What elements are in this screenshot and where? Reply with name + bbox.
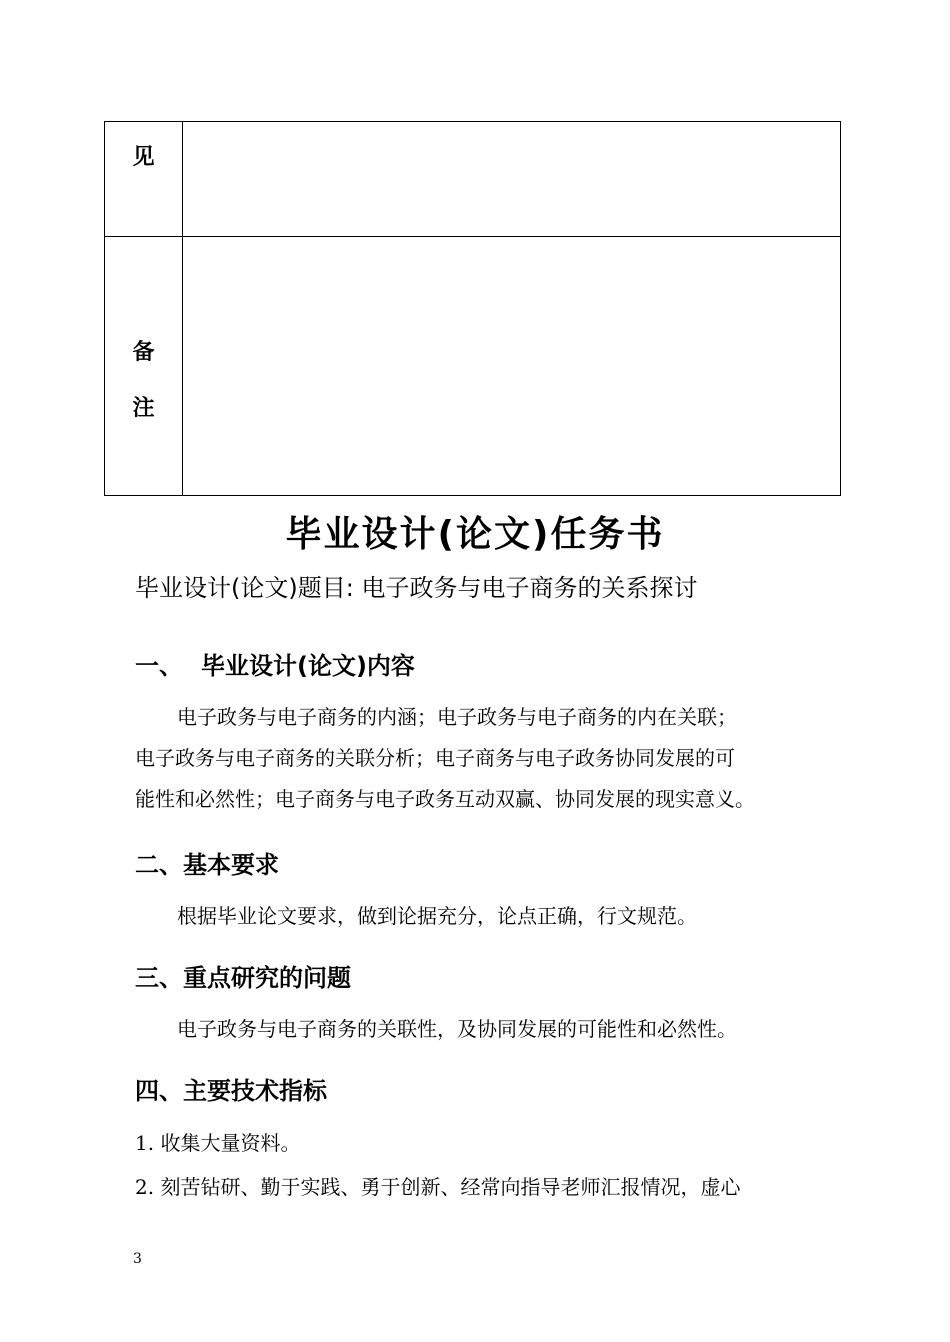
section-body-1	[135, 697, 825, 820]
remarks-label-char-1: 备	[132, 340, 155, 365]
review-table	[104, 121, 841, 496]
remarks-label	[105, 237, 182, 437]
section-title-1: 毕业设计(论文)内容	[201, 652, 415, 680]
section-title-3: 重点研究的问题	[183, 964, 351, 992]
section-heading-3	[135, 958, 351, 993]
list-item-2: 2. 刻苦钻研、勤于实践、勇于创新、经常向指导老师汇报情况，虚心	[135, 1175, 741, 1199]
section-heading-1	[135, 646, 415, 681]
section-body-3	[135, 1009, 825, 1050]
list-item-1: 1. 收集大量资料。	[135, 1131, 301, 1155]
section-1-line-1: 电子政务与电子商务的内涵；电子政务与电子商务的内在关联；	[177, 705, 737, 729]
section-title-2: 基本要求	[183, 851, 279, 879]
section-number-1: 一、	[135, 652, 183, 680]
topic-value: 电子政务与电子商务的关系探讨	[361, 574, 698, 602]
section-heading-4	[135, 1071, 327, 1106]
section-1-line-2: 电子政务与电子商务的关联分析；电子商务与电子政务协同发展的可	[135, 746, 735, 770]
section-3-line-1: 电子政务与电子商务的关联性，及协同发展的可能性和必然性。	[177, 1017, 737, 1041]
remarks-content-cell[interactable]	[183, 237, 841, 496]
topic-line	[135, 568, 697, 603]
section-number-2: 二、	[135, 851, 183, 879]
section-1-line-3: 能性和必然性；电子商务与电子政务互动双赢、协同发展的现实意义。	[135, 787, 755, 811]
section-number-4: 四、	[135, 1077, 183, 1105]
section-number-3: 三、	[135, 964, 183, 992]
topic-label: 毕业设计(论文)题目:	[135, 574, 354, 602]
page-number: 3	[133, 1251, 142, 1267]
opinion-row	[105, 122, 841, 237]
section-2-line-1: 根据毕业论文要求，做到论据充分，论点正确，行文规范。	[177, 904, 697, 928]
document-title: 毕业设计(论文)任务书	[285, 514, 665, 555]
remarks-label-cell	[105, 237, 183, 496]
opinion-content-cell[interactable]	[183, 122, 841, 237]
section-heading-2	[135, 845, 279, 880]
section-body-2	[135, 896, 825, 937]
opinion-label-cell	[105, 122, 183, 237]
section-title-4: 主要技术指标	[183, 1077, 327, 1105]
opinion-label: 见	[132, 145, 155, 170]
remarks-row	[105, 237, 841, 496]
remarks-label-char-2: 注	[132, 396, 155, 421]
